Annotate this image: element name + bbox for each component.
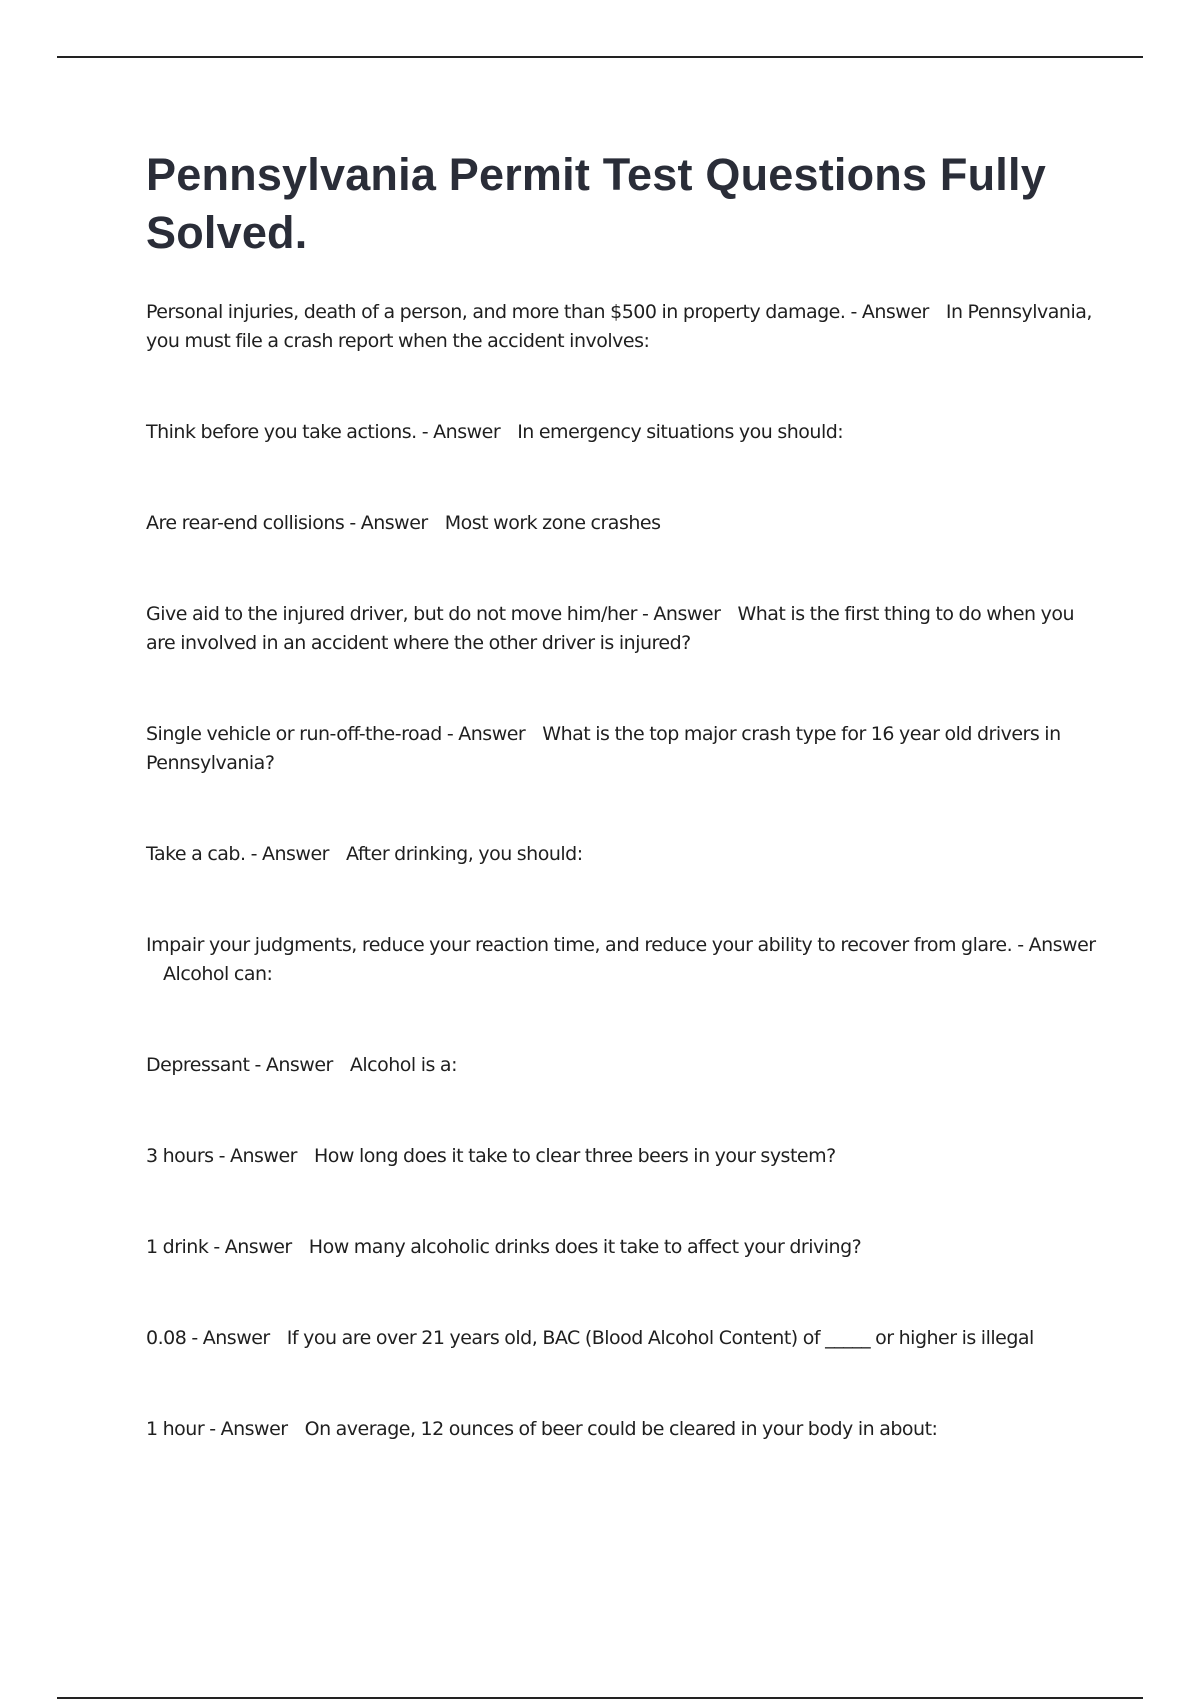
page-title: Pennsylvania Permit Test Questions Fully Solved. (146, 149, 1046, 258)
question-text: In emergency situations you should: (517, 421, 844, 443)
question-text: If you are over 21 years old, BAC (Blood Alcohol Content) of _____ or higher is illegal (286, 1327, 1034, 1349)
qa-item (146, 600, 1096, 658)
answer-separator: - (845, 301, 862, 323)
answer-label: Answer (202, 1327, 270, 1349)
question-text: After drinking, you should: (346, 843, 583, 865)
question-text: What is the first thing to do when you are involved in an accident where the other driver is injured? (146, 603, 1075, 654)
answer-text: Give aid to the injured driver, but do not move him/her (146, 603, 637, 625)
answer-label: Answer (861, 301, 929, 323)
answer-label: Answer (1028, 934, 1096, 956)
answer-separator: - (249, 1054, 266, 1076)
qa-item (146, 931, 1096, 989)
question-text: How many alcoholic drinks does it take to affect your driving? (308, 1236, 862, 1258)
answer-text: Depressant (146, 1054, 250, 1076)
answer-label: Answer (433, 421, 501, 443)
qa-item (146, 720, 1096, 778)
qa-item (146, 418, 1096, 447)
answer-text: Are rear-end collisions (146, 512, 345, 534)
answer-label: Answer (220, 1418, 288, 1440)
answer-text: 0.08 (146, 1327, 187, 1349)
top-divider (57, 56, 1143, 58)
question-text: What is the top major crash type for 16 year old drivers in Pennsylvania? (146, 723, 1061, 774)
answer-label: Answer (265, 1054, 333, 1076)
answer-separator: - (204, 1418, 221, 1440)
answer-text: 3 hours (146, 1145, 214, 1167)
answer-text: Take a cab. (146, 843, 246, 865)
answer-separator: - (186, 1327, 203, 1349)
question-text: Most work zone crashes (444, 512, 661, 534)
question-text: On average, 12 ounces of beer could be cleared in your body in about: (304, 1418, 938, 1440)
answer-label: Answer (261, 843, 329, 865)
answer-label: Answer (653, 603, 721, 625)
answer-text: Think before you take actions. (146, 421, 417, 443)
answer-label: Answer (229, 1145, 297, 1167)
qa-item (146, 298, 1096, 356)
answer-separator: - (344, 512, 361, 534)
bottom-divider (57, 1697, 1143, 1699)
question-text: Alcohol can: (163, 963, 273, 985)
answer-label: Answer (360, 512, 428, 534)
answer-separator: - (245, 843, 262, 865)
qa-item (146, 1415, 1096, 1444)
answer-separator: - (441, 723, 459, 745)
answer-separator: - (1012, 934, 1029, 956)
qa-item (146, 1324, 1096, 1353)
answer-text: Single vehicle or run-off-the-road (146, 723, 442, 745)
qa-item (146, 509, 1096, 538)
question-text: In Pennsylvania, you must file a crash report when the accident involves: (146, 301, 1092, 352)
question-text: Alcohol is a: (349, 1054, 457, 1076)
qa-item (146, 1051, 1096, 1080)
answer-label: Answer (224, 1236, 292, 1258)
answer-text: Personal injuries, death of a person, and more than $500 in property damage. (146, 301, 846, 323)
answer-text: Impair your judgments, reduce your reaction time, and reduce your ability to recover from glare. (146, 934, 1013, 956)
question-text: How long does it take to clear three beers in your system? (314, 1145, 836, 1167)
answer-label: Answer (458, 723, 526, 745)
answer-text: 1 hour (146, 1418, 205, 1440)
answer-separator: - (636, 603, 654, 625)
answer-separator: - (208, 1236, 225, 1258)
answer-separator: - (213, 1145, 230, 1167)
qa-item (146, 1142, 1096, 1171)
qa-item (146, 1233, 1096, 1262)
qa-list (146, 298, 1096, 1506)
answer-text: 1 drink (146, 1236, 209, 1258)
answer-separator: - (416, 421, 434, 443)
qa-item (146, 840, 1096, 869)
